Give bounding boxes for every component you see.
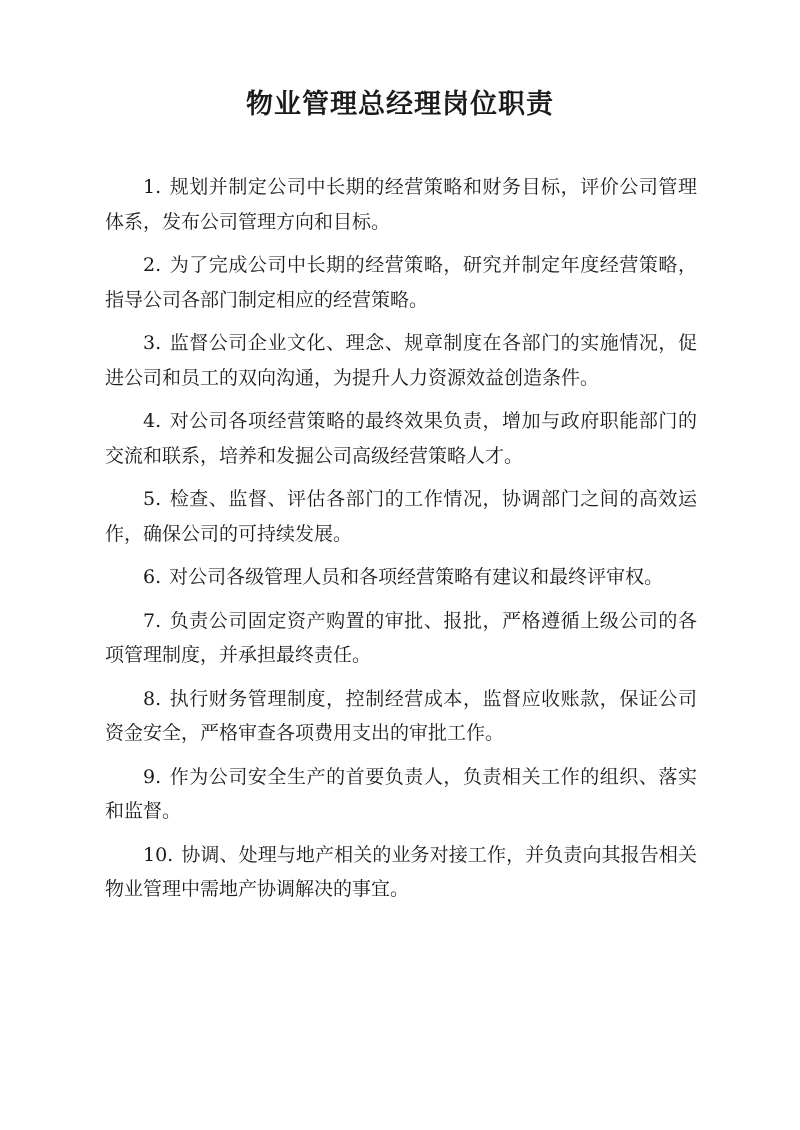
duty-list bbox=[105, 170, 697, 916]
duty-item bbox=[105, 170, 697, 239]
duty-item-number: 9. bbox=[143, 765, 162, 788]
duty-item bbox=[105, 560, 697, 595]
duty-item-text: 检查、监督、评估各部门的工作情况，协调部门之间的高效运作，确保公司的可持续发展。 bbox=[105, 488, 697, 545]
duty-item bbox=[105, 682, 697, 751]
duty-item-number: 6. bbox=[143, 566, 162, 588]
duty-item bbox=[105, 838, 697, 907]
duty-item-text: 执行财务管理制度，控制经营成本，监督应收账款，保证公司资金安全，严格审查各项费用支出的审批工作。 bbox=[105, 687, 697, 744]
duty-item-number: 7. bbox=[143, 609, 162, 632]
duty-item-text: 协调、处理与地产相关的业务对接工作，并负责向其报告相关物业管理中需地产协调解决的事宜。 bbox=[105, 843, 697, 900]
duty-item-text: 监督公司企业文化、理念、规章制度在各部门的实施情况，促进公司和员工的双向沟通，为提升人力资源效益创造条件。 bbox=[105, 332, 697, 389]
duty-item-number: 1. bbox=[143, 176, 162, 198]
duty-item-number: 3. bbox=[143, 332, 162, 354]
document-title: 物业管理总经理岗位职责 bbox=[246, 89, 554, 120]
duty-item-number: 2. bbox=[143, 254, 162, 276]
duty-item bbox=[105, 326, 697, 395]
duty-item-text: 作为公司安全生产的首要负责人，负责相关工作的组织、落实和监督。 bbox=[105, 765, 697, 822]
duty-item-text: 负责公司固定资产购置的审批、报批，严格遵循上级公司的各项管理制度，并承担最终责任。 bbox=[105, 609, 697, 666]
duty-item bbox=[105, 482, 697, 551]
duty-item bbox=[105, 248, 697, 317]
duty-item-text: 对公司各项经营策略的最终效果负责，增加与政府职能部门的交流和联系，培养和发掘公司高级经营策略人才。 bbox=[105, 410, 697, 467]
duty-item bbox=[105, 760, 697, 829]
duty-item-number: 8. bbox=[143, 687, 162, 710]
duty-item bbox=[105, 404, 697, 473]
duty-item bbox=[105, 604, 697, 673]
duty-item-text: 为了完成公司中长期的经营策略，研究并制定年度经营策略，指导公司各部门制定相应的经营策略。 bbox=[105, 254, 697, 311]
duty-item-number: 4. bbox=[143, 410, 162, 432]
duty-item-text: 对公司各级管理人员和各项经营策略有建议和最终评审权。 bbox=[169, 566, 664, 588]
duty-item-number: 10. bbox=[143, 843, 174, 866]
duty-item-number: 5. bbox=[143, 488, 162, 510]
duty-item-text: 规划并制定公司中长期的经营策略和财务目标，评价公司管理体系，发布公司管理方向和目标。 bbox=[105, 176, 697, 233]
